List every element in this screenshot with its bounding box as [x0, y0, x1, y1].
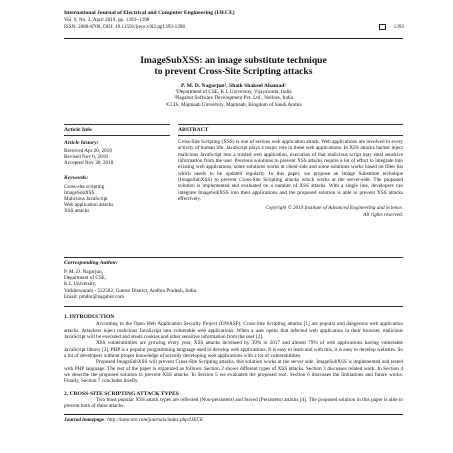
affiliation-3: ²CCIS, Majmaah University, Majmaah, Kingdom of Saudi Arabia [165, 101, 302, 108]
page-number: 1393 [393, 23, 404, 30]
received-date: Received Apr 20, 2018 [64, 148, 112, 154]
abstract-top-rule [178, 124, 403, 125]
footer-divider [64, 414, 403, 415]
section2-paragraph-1: Two most popular XSS attack types are reflected (Non-persistent) and Stored (Persistent) attacks [4]. The proposed solution in this paper is able to prevent both of these attacks. [64, 397, 403, 410]
affiliation-1: ¹Department of CSE, K L University, Vijayawada, India [175, 89, 292, 96]
abstract-heading-rule [178, 135, 403, 136]
affiliation-2: ²Nagabot Software Development Pvt. Ltd., Nellore, India [173, 95, 294, 102]
title-line-1: ImageSubXSS: an image substitute technique [140, 55, 327, 66]
page-icon [379, 24, 386, 30]
footer-label: Journal homepage [64, 417, 105, 423]
intro-heading: 1. INTRODUCTION [64, 314, 115, 320]
author-block [64, 83, 403, 108]
page-number-group [379, 24, 404, 31]
header-divider [64, 38, 403, 39]
rights-line: All rights reserved. [363, 211, 403, 218]
issn-row [64, 24, 404, 31]
info-heading-rule [64, 135, 170, 136]
corr-line: Email: pmdnr@nagabot.com [64, 293, 125, 300]
abstract-text: Cross-Site Scripting (XSS) is one of serious web application attack. Web applications are involved in every activity of human life. JavaScript plays a major role in these web applications. In XSS attacks hacker inject malicious JavaScript into a trusted web application, execution of that malicious script may steal sensitive information from the user. Previous solutions to prevent XSS attacks require a lot of effort to integrate into existing web applications, some solutions works at client-side and some solutions works based on filter list which needs to be updated regularly. In this paper, we propose an Image Substitute technique (ImageSubXSS) to prevent Cross-Site Scripting attacks which works at the server-side. The proposed solution is implemented and evaluated on a number of XSS attacks. With a single line, developers can integrate ImageSubXSS into their applications and the proposed solution is able to prevent XSS attacks effectively. [178, 139, 403, 203]
corr-line: K L University, [64, 281, 97, 288]
keywords-heading: Keywords: [64, 174, 89, 181]
copyright-line: Copyright © 2019 Institute of Advanced Engineering and Science. [265, 205, 403, 212]
corr-line: Department of CSE, [64, 275, 107, 282]
intro-paragraph-3: Proposed ImageSubXSS will prevent Cross-Site Scripting attacks, this solution works at the server side. ImageSubXSS is implemented and tested with PHP language. The rest of the paper is organized as follows: Section 2 shows different types of XSS attacks. Section 3 discusses related work. In Section 4 we describe the proposed solution to prevent XSS attacks. In Section 5 we evaluated the proposed tool. Section 6 discusses the limitations and future works. Finally, Section 7 concludes briefly. [64, 359, 403, 385]
corresponding-top-rule [64, 257, 403, 258]
accepted-date: Accepted Nov 30, 2018 [64, 160, 114, 167]
abstract-heading: ABSTRACT [178, 127, 209, 133]
keyword: Malicious JavaScript [64, 196, 108, 203]
corresponding-heading: Corresponding Author: [64, 260, 119, 266]
article-info [64, 124, 170, 215]
revised-date: Revised Nov 6, 2018 [64, 154, 108, 161]
keyword: Web application attacks [64, 202, 114, 209]
corresponding-block [64, 257, 403, 307]
intro-paragraph-2: XSS vulnerabilities are growing every year, XSS attacks increased by 39% in 2017 and almost 79% of web applications having vulnerable JavaScript library [3]. PHP is a popular programming language used to develop web applications. It is easy to learn and with this, it is easy to develop websites. So a lot of developers without proper knowledge of security developing web applications with a lot of vulnerabilities. [64, 340, 403, 360]
history-heading: Article history: [64, 140, 99, 146]
corresponding-bottom-rule [64, 306, 403, 307]
corresponding-details [64, 269, 403, 300]
footer-url[interactable]: : http://iaescore.com/journals/index.php/IJECE [104, 417, 204, 423]
info-top-rule [64, 124, 170, 125]
corr-line: Vaddeswaram - 522502, Guntur District, Andhra Pradesh, India. [64, 287, 198, 294]
corr-line: P. M. D. Nagarjun, [64, 269, 104, 275]
footer [64, 417, 403, 423]
paper-title [64, 55, 403, 77]
title-line-2: to prevent Cross-Site Scripting attacks [154, 66, 313, 77]
intro-paragraph-1: According to the Open Web Application Security Project (OWASP), Cross-Site Scripting attacks [1] are popular and dangerous web application attacks. Attackers inject malicious JavaScript into vulnerable web applications. When a user opens that infected web application in their browser, malicious JavaScript will be executed and steals cookies and other sensitive information from the user [2]. [64, 321, 403, 341]
journal-name: International Journal of Electrical and Computer Engineering (IJECE) [64, 10, 235, 16]
section2-heading: 2. CROSS-SITE SCRIPTING ATTACK TYPES [64, 390, 179, 397]
journal-meta [64, 17, 404, 30]
author-names: P. M. D. Nagarjun¹, Shaik Shakeel Ahamad² [180, 83, 287, 89]
abstract-block [178, 124, 403, 218]
keyword: XSS attacks [64, 208, 90, 215]
keywords-list [64, 184, 170, 215]
issn-doi: ISSN: 2088-8708, DOI: 10.11591/ijece.v9i2.pp1393-1398 [64, 23, 185, 30]
keyword: Cross-site scripting [64, 183, 105, 190]
article-info-heading: Article Info [64, 127, 92, 133]
volume-info: Vol. 9, No. 2, April 2019, pp. 1393~1398 [64, 17, 150, 23]
keyword: ImageSubXSS [64, 189, 95, 196]
intro-section [64, 314, 403, 410]
